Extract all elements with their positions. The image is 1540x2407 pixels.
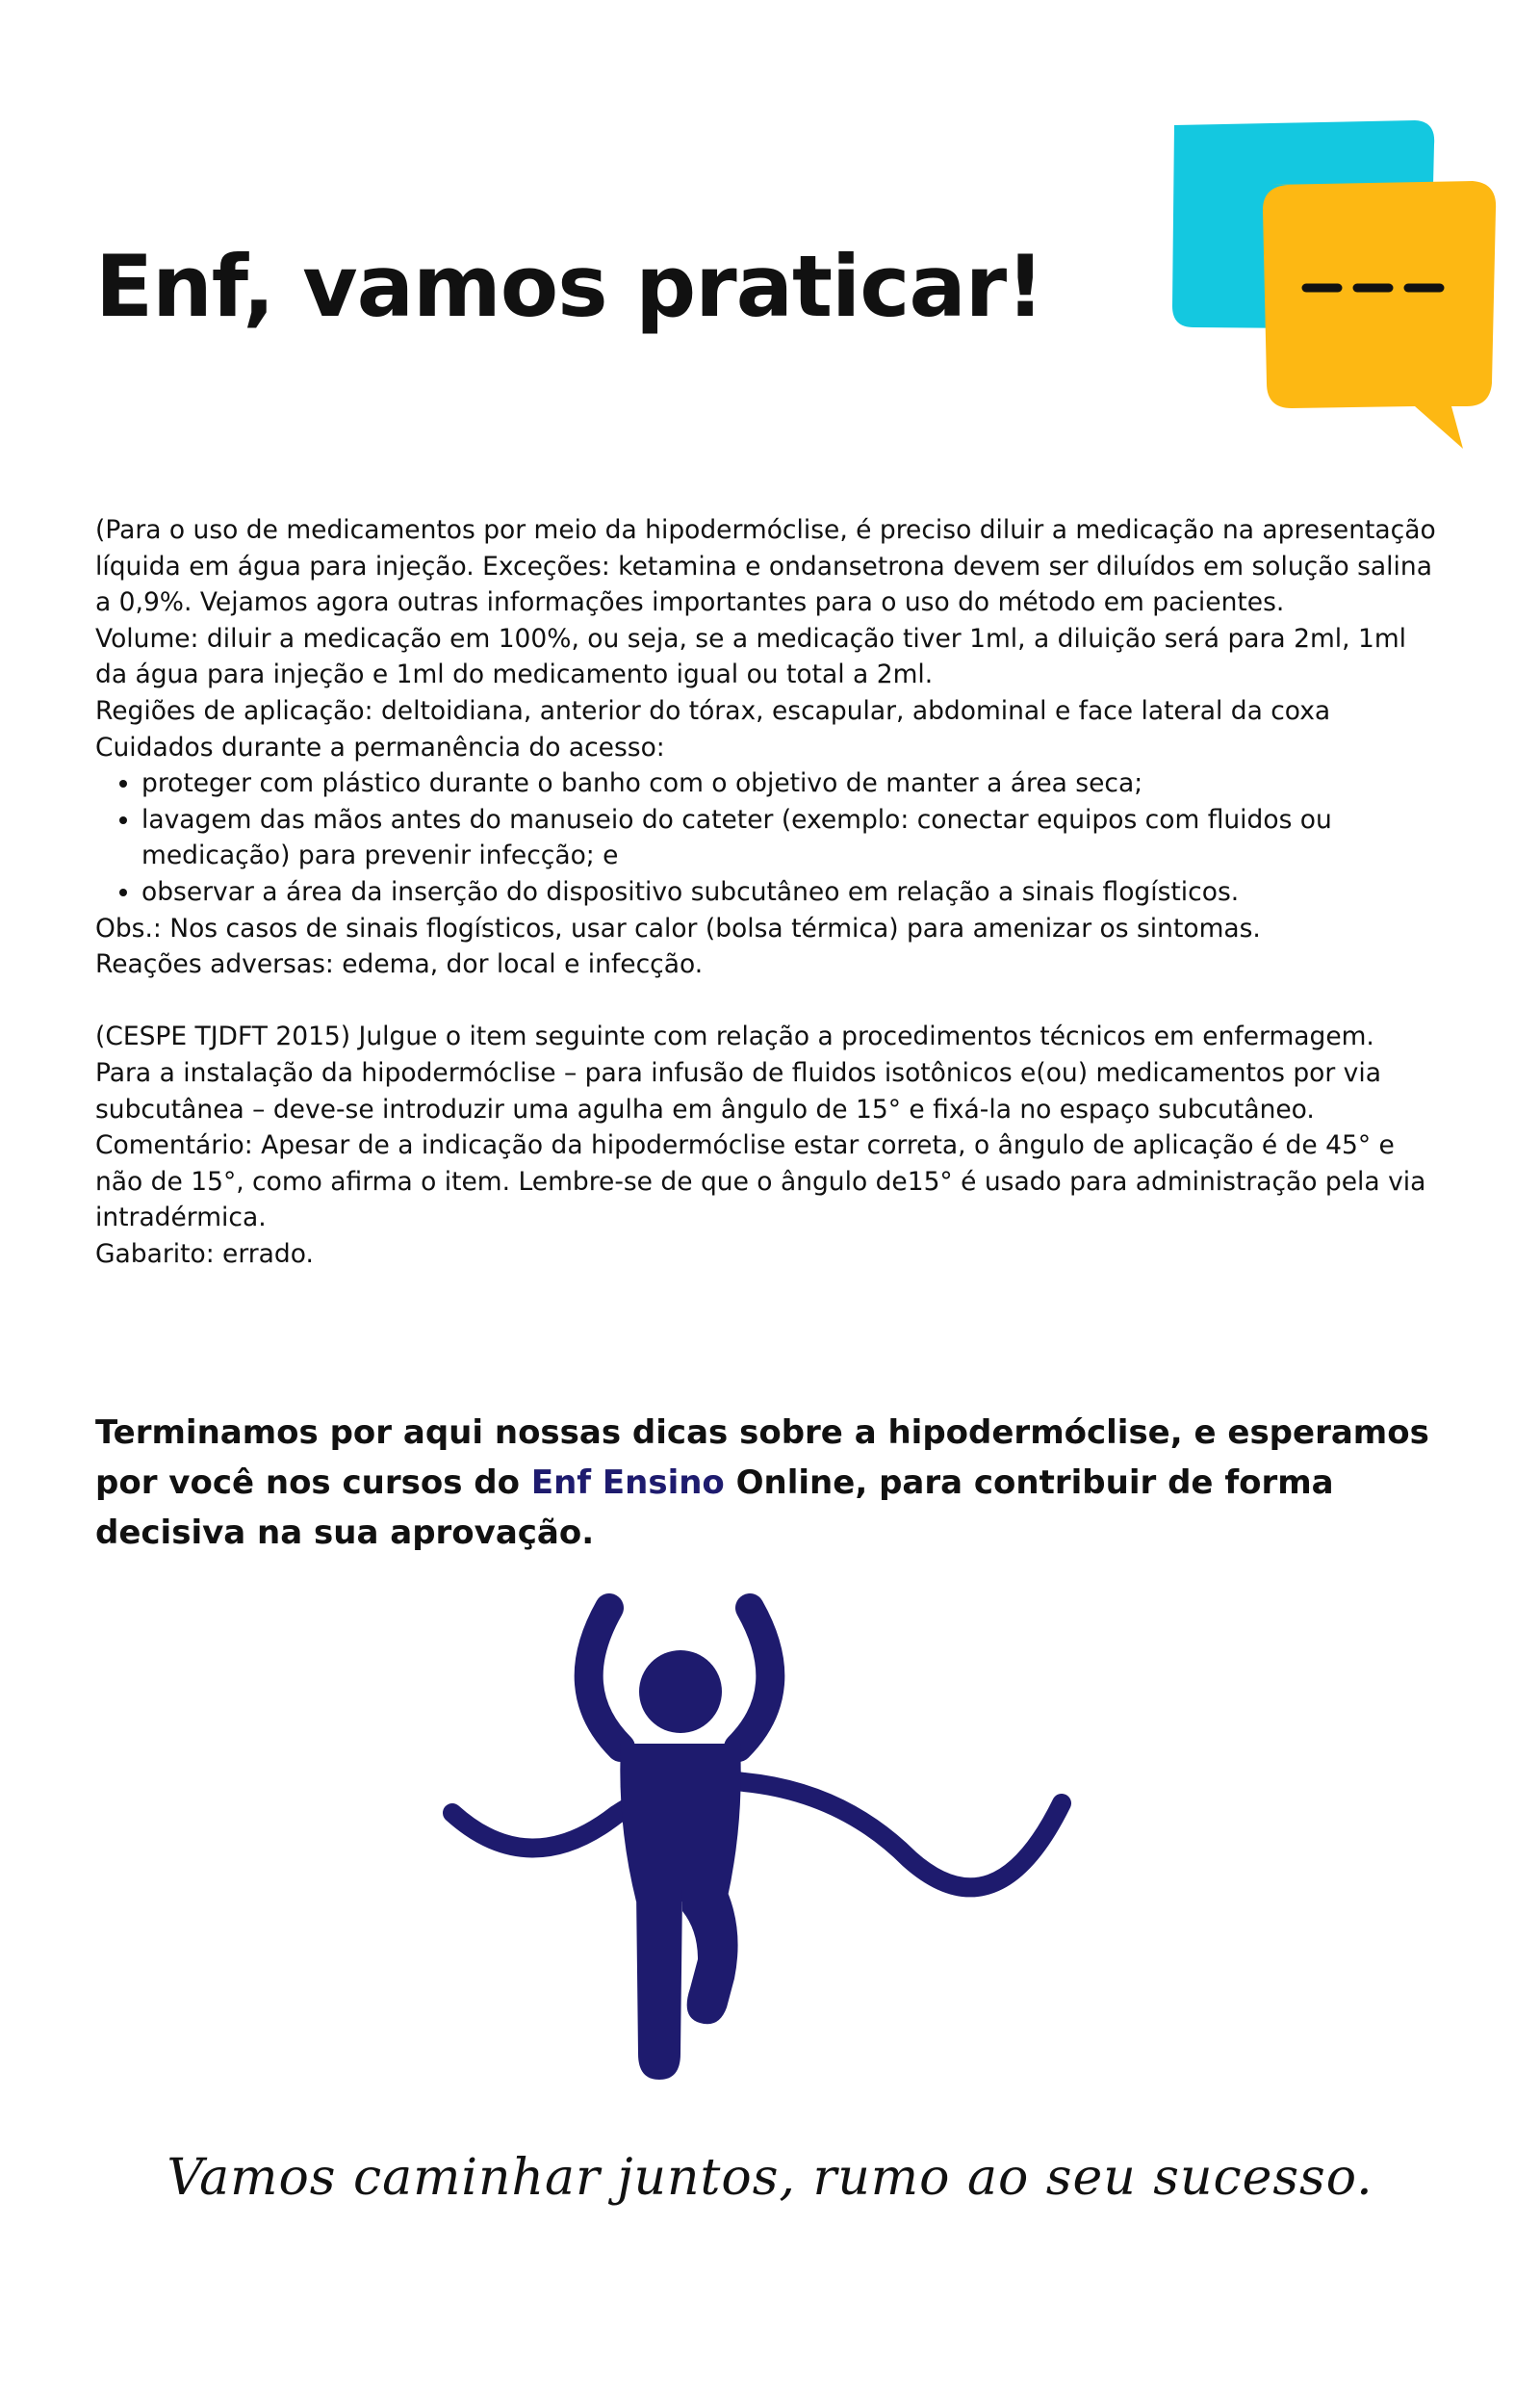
comment-paragraph: Comentário: Apesar de a indicação da hipodermóclise estar correta, o ângulo de aplicação é de 45° e não de 15°, como afirma o item. Lembre-se de que o ângulo de15° é usado para administração pela via intradérmica.: [95, 1130, 1426, 1233]
signature-text: Vamos caminhar juntos, rumo ao seu sucesso.: [167, 2149, 1373, 2207]
obs-paragraph: Obs.: Nos casos de sinais flogísticos, usar calor (bolsa térmica) para amenizar os sintomas.: [95, 913, 1261, 944]
page-title: Enf, vamos praticar!: [95, 237, 1044, 336]
list-item: • lavagem das mãos antes do manuseio do cateter (exemplo: conectar equipos com fluidos ou medicação) para prevenir infecção; e: [141, 802, 1443, 874]
brand-name: Enf Ensino: [530, 1463, 725, 1502]
closing-message: [95, 1408, 1462, 1558]
list-item: • observar a área da inserção do dispositivo subcutâneo em relação a sinais flogísticos.: [141, 874, 1443, 911]
question-statement: Para a instalação da hipodermóclise – para infusão de fluidos isotônicos e(ou) medicamentos por via subcutânea – deve-se introduzir uma agulha em ângulo de 15° e fixá-la no espaço subcutâneo.: [95, 1057, 1381, 1125]
article-body: [95, 512, 1443, 1272]
closing-text-start: Terminamos por aqui nossas dicas sobre a hipodermóclise, e esperamos por você nos cursos do: [95, 1413, 1429, 1502]
adverse-reactions-paragraph: Reações adversas: edema, dor local e infecção.: [95, 949, 704, 980]
answer-key: Gabarito: errado.: [95, 1238, 314, 1269]
volume-paragraph: Volume: diluir a medicação em 100%, ou seja, se a medicação tiver 1ml, a diluição será para 2ml, 1ml da água para injeção e 1ml do medicamento igual ou total a 2ml.: [95, 623, 1407, 690]
regions-paragraph: Regiões de aplicação: deltoidiana, anterior do tórax, escapular, abdominal e face lateral da coxa: [95, 695, 1331, 726]
care-list: [95, 765, 1443, 910]
runner-finish-line-icon: [438, 1593, 1073, 2094]
intro-paragraph: (Para o uso de medicamentos por meio da hipodermóclise, é preciso diluir a medicação na apresentação líquida em água para injeção. Exceções: ketamina e ondansetrona devem ser diluídos em solução salina a 0,9%. Vejamos agora outras informações importantes para o uso do método em pacientes.: [95, 515, 1436, 618]
list-item: • proteger com plástico durante o banho com o objetivo de manter a área seca;: [141, 765, 1443, 802]
question-intro: (CESPE TJDFT 2015) Julgue o item seguinte com relação a procedimentos técnicos em enfermagem.: [95, 1022, 1374, 1052]
chat-bubbles-icon: [1078, 19, 1502, 462]
closing-text-end: Online, para contribuir de forma decisiva na sua aprovação.: [95, 1463, 1334, 1552]
care-heading: Cuidados durante a permanência do acesso:: [95, 732, 665, 763]
